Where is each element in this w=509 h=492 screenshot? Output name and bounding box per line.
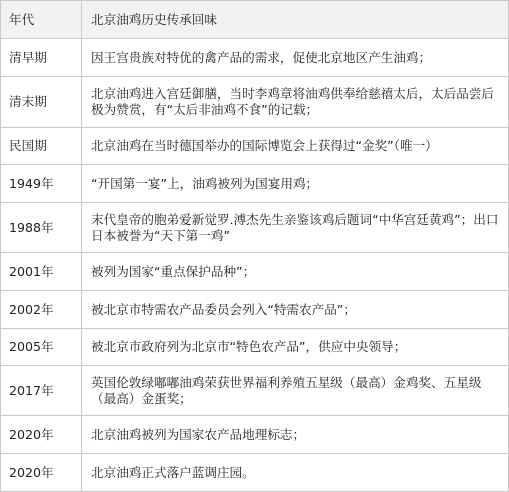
row-year: 2020年: [1, 416, 82, 454]
row-event: “开国第一宴”上，油鸡被列为国宴用鸡；: [82, 165, 509, 203]
row-event: 北京油鸡正式落户蓝调庄园。: [82, 454, 509, 492]
row-event: 英国伦敦绿嘟嘟油鸡荣获世界福利养殖五星级（最高）金鸡奖、五星级（最高）金蛋奖；: [82, 366, 509, 416]
row-event: 北京油鸡在当时德国举办的国际博览会上获得过“金奖”（唯一）: [82, 128, 509, 165]
table-row: [1, 454, 509, 492]
table-row: [1, 366, 509, 416]
table-row: [1, 77, 509, 128]
header-history-title: 北京油鸡历史传承回味: [82, 1, 509, 39]
row-year: 2001年: [1, 253, 82, 291]
table-row: [1, 203, 509, 253]
row-year: 2020年: [1, 454, 82, 492]
row-event: 北京油鸡被列为国家农产品地理标志；: [82, 416, 509, 454]
row-year: 2002年: [1, 291, 82, 329]
table-header-row: [1, 1, 509, 39]
row-event: 被北京市特需农产品委员会列入“特需农产品”；: [82, 291, 509, 329]
row-year: 民国期: [1, 128, 82, 165]
row-year: 清早期: [1, 39, 82, 77]
table-row: [1, 291, 509, 329]
row-event: 被列为国家“重点保护品种”；: [82, 253, 509, 291]
table-row: [1, 39, 509, 77]
row-year: 1949年: [1, 165, 82, 203]
row-year: 2017年: [1, 366, 82, 416]
table-row: [1, 253, 509, 291]
row-event: 被北京市政府列为北京市“特色农产品”，供应中央领导；: [82, 329, 509, 366]
row-event: 末代皇帝的胞弟爱新觉罗.溥杰先生亲鉴该鸡后题词“中华宫廷黄鸡”；出口日本被誉为“天下第一鸡”: [82, 203, 509, 253]
table-row: [1, 416, 509, 454]
table-row: [1, 128, 509, 165]
row-year: 2005年: [1, 329, 82, 366]
row-event: 因王宫贵族对特优的禽产品的需求，促使北京地区产生油鸡；: [82, 39, 509, 77]
table-row: [1, 165, 509, 203]
header-era: 年代: [1, 1, 82, 39]
row-year: 1988年: [1, 203, 82, 253]
row-event: 北京油鸡进入宫廷御膳，当时李鸡章将油鸡供奉给慈禧太后，太后品尝后极为赞赏，有“太后非油鸡不食”的记载；: [82, 77, 509, 128]
row-year: 清末期: [1, 77, 82, 128]
table-row: [1, 329, 509, 366]
